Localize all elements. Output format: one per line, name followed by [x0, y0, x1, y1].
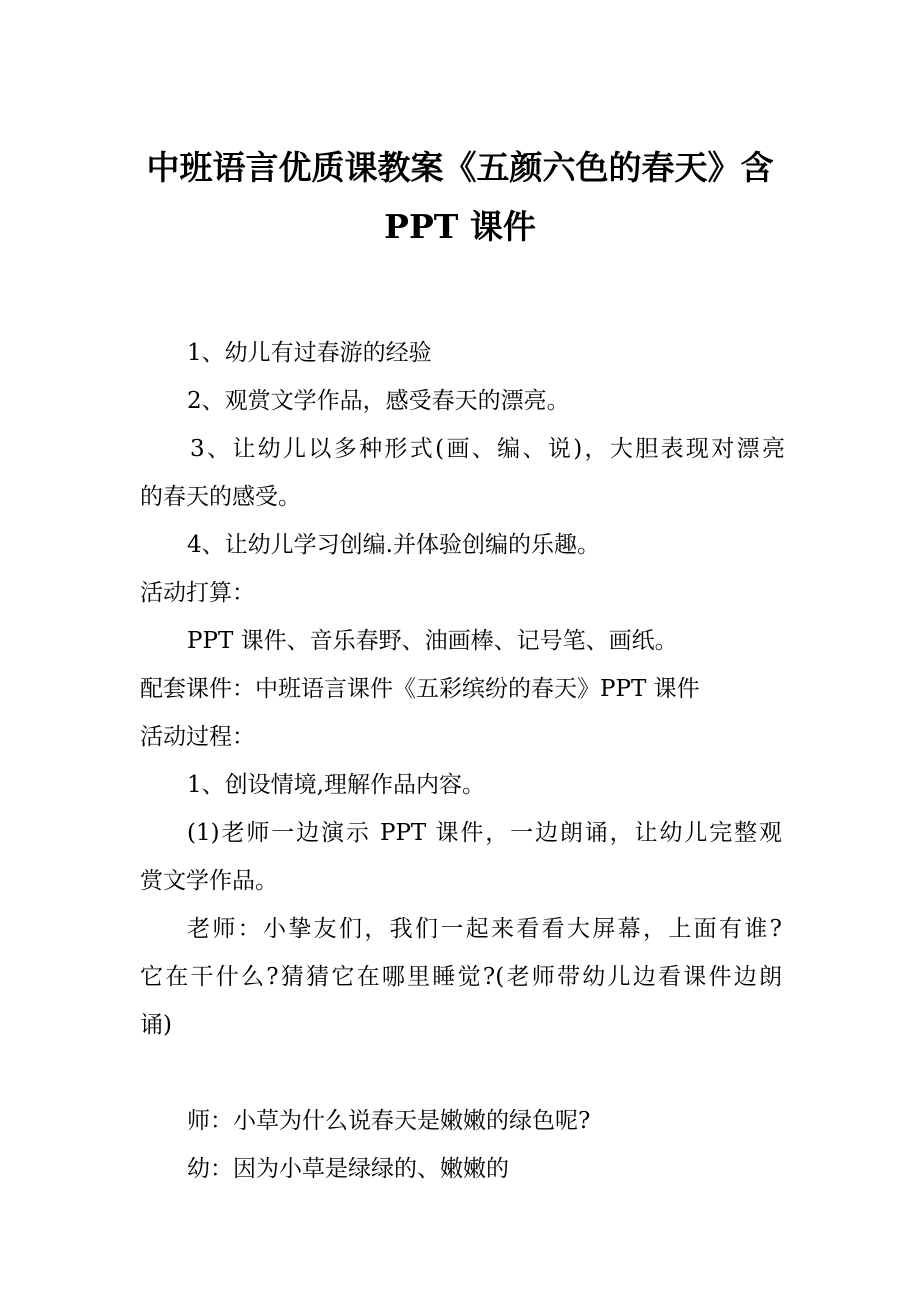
preparation-materials: PPT 课件、音乐春野、油画棒、记号笔、画纸。: [187, 628, 678, 654]
process-step-1: 1、创设情境,理解作品内容。: [187, 772, 485, 798]
process-heading: 活动过程：: [140, 724, 255, 750]
process-step-1-1-line-1: (1)老师一边演示 PPT 课件，一边朗诵，让幼儿完整观: [187, 820, 782, 846]
document-title-line-2: PPT 课件: [384, 207, 536, 246]
objective-4: 4、让幼儿学习创编.并体验创编的乐趣。: [187, 532, 600, 558]
teacher-question: 师：小草为什么说春天是嫩嫩的绿色呢?: [187, 1108, 591, 1134]
teacher-prompt-line-3: 诵): [140, 1012, 172, 1038]
process-step-1-1-line-2: 赏文学作品。: [140, 868, 278, 894]
companion-courseware: 配套课件：中班语言课件《五彩缤纷的春天》PPT 课件: [140, 676, 700, 702]
child-answer: 幼：因为小草是绿绿的、嫩嫩的: [187, 1156, 509, 1182]
teacher-prompt-line-2: 它在干什么?猜猜它在哪里睡觉?(老师带幼儿边看课件边朗: [140, 964, 782, 990]
preparation-heading: 活动打算：: [140, 580, 255, 606]
objective-1: 1、幼儿有过春游的经验: [187, 340, 432, 366]
objective-3-line-1: 3、让幼儿以多种形式(画、编、说)，大胆表现对漂亮: [190, 436, 785, 462]
objective-3-line-2: 的春天的感受。: [140, 484, 301, 510]
teacher-prompt-line-1: 老师：小挚友们，我们一起来看看大屏幕，上面有谁?: [187, 916, 782, 942]
document-title-line-1: 中班语言优质课教案《五颜六色的春天》含: [146, 148, 774, 187]
objective-2: 2、观赏文学作品，感受春天的漂亮。: [187, 388, 570, 414]
